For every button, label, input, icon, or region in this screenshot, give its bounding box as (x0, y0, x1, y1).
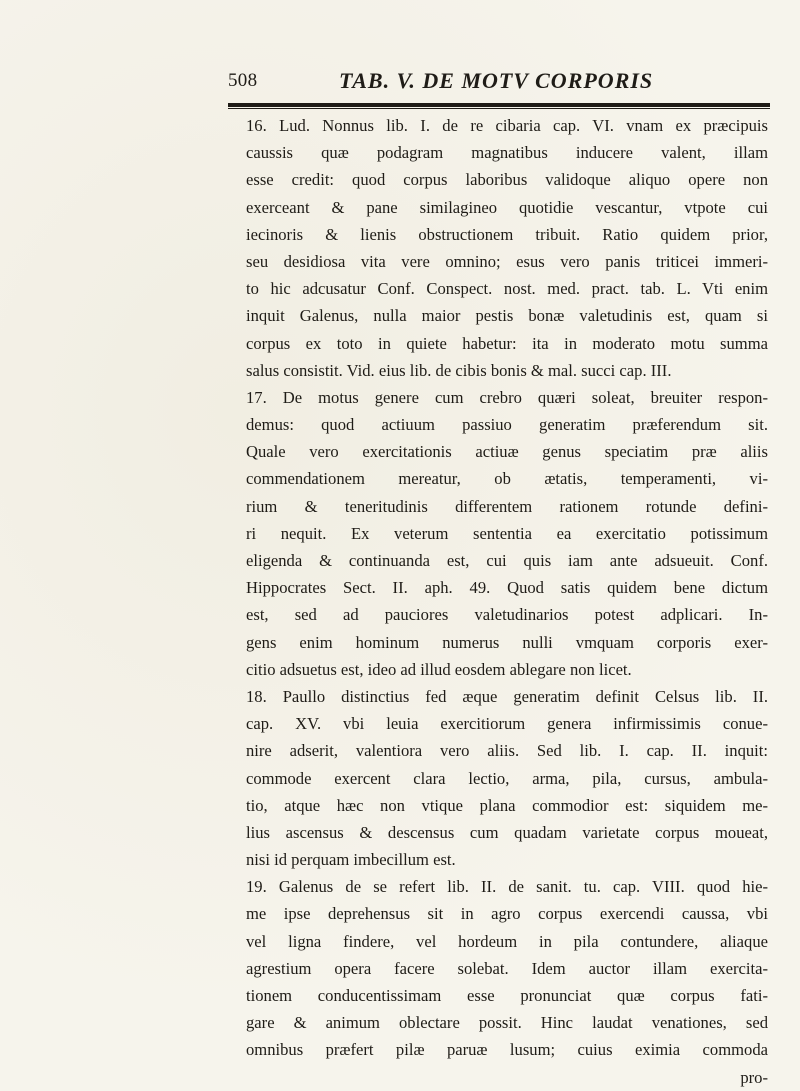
text-line: iecinoris & lienis obstructionem tribuit. Ratio quidem prior, (246, 224, 768, 244)
text-line: demus: quod actiuum passiuo generatim præferendum sit. (246, 415, 768, 435)
body-text (246, 112, 768, 1091)
text-line: corpus ex toto in quiete habetur: ita in moderato motu summa (246, 333, 768, 353)
text-line: 17. De motus genere cum crebro quæri soleat, breuiter respon- (246, 387, 768, 407)
text-line: esse credit: quod corpus laboribus validoque aliquo opere non (246, 170, 768, 190)
text-line: seu desidiosa vita vere omnino; esus vero panis triticei immeri- (246, 251, 768, 271)
text-line: salus consistit. Vid. eius lib. de cibis bonis & mal. succi cap. III. (246, 360, 672, 380)
text-line: cap. XV. vbi leuia exercitiorum genera infirmissimis conue- (246, 714, 768, 734)
text-line: 19. Galenus de se refert lib. II. de sanit. tu. cap. VIII. quod hie- (246, 877, 768, 897)
text-line: gens enim hominum numerus nulli vmquam corporis exer- (246, 632, 768, 652)
text-line: me ipse deprehensus sit in agro corpus exercendi caussa, vbi (246, 904, 768, 924)
text-line: ri nequit. Ex veterum sententia ea exercitatio potissimum (246, 523, 768, 543)
text-line: to hic adcusatur Conf. Conspect. nost. med. pract. tab. L. Vti enim (246, 279, 768, 299)
text-line: omnibus præfert pilæ paruæ lusum; cuius eximia commoda (246, 1040, 768, 1060)
text-line: inquit Galenus, nulla maior pestis bonæ valetudinis est, quam si (246, 306, 768, 326)
header-rule (228, 103, 770, 109)
text-line: tionem conducentissimam esse pronunciat quæ corpus fati- (246, 986, 768, 1005)
text-line: commode exercent clara lectio, arma, pila, cursus, ambula- (246, 768, 768, 788)
text-line: rium & teneritudinis differentem rationem rotunde defini- (246, 496, 768, 516)
text-line: tio, atque hæc non vtique plana commodior est: siquidem me- (246, 795, 768, 815)
text-line: lius ascensus & descensus cum quadam varietate corpus moueat, (246, 822, 768, 842)
page-header (228, 70, 768, 100)
text-line: vel ligna findere, vel hordeum in pila contundere, aliaque (246, 931, 768, 951)
text-line: nisi id perquam imbecillum est. (246, 850, 456, 870)
text-line: 16. Lud. Nonnus lib. I. de re cibaria cap. VI. vnam ex præcipuis (246, 116, 768, 135)
text-line: gare & animum oblectare possit. Hinc laudat venationes, sed (246, 1013, 768, 1033)
text-line: caussis quæ podagram magnatibus inducere valent, illam (246, 143, 768, 163)
catchword: pro- (740, 1067, 768, 1087)
text-line: nire adserit, valentiora vero aliis. Sed lib. I. cap. II. inquit: (246, 741, 768, 761)
text-line: eligenda & continuanda est, cui quis iam ante adsueuit. Conf. (246, 551, 768, 570)
page-number: 508 (228, 70, 258, 91)
text-line: citio adsuetus est, ideo ad illud eosdem ablegare non licet. (246, 659, 632, 679)
text-line: est, sed ad pauciores valetudinarios potest adplicari. In- (246, 605, 768, 625)
text-line: exerceant & pane similagineo quotidie vescantur, vtpote cui (246, 197, 768, 217)
text-line: agrestium opera facere solebat. Idem auctor illam exercita- (246, 958, 768, 978)
text-line: 18. Paullo distinctius fed æque generatim definit Celsus lib. II. (246, 686, 768, 706)
running-head: TAB. V. DE MOTV CORPORIS (339, 68, 654, 93)
text-line: commendationem mereatur, ob ætatis, temperamenti, vi- (246, 469, 768, 489)
text-line: Hippocrates Sect. II. aph. 49. Quod satis quidem bene dictum (246, 578, 768, 598)
text-line: Quale vero exercitationis actiuæ genus speciatim præ aliis (246, 442, 768, 462)
